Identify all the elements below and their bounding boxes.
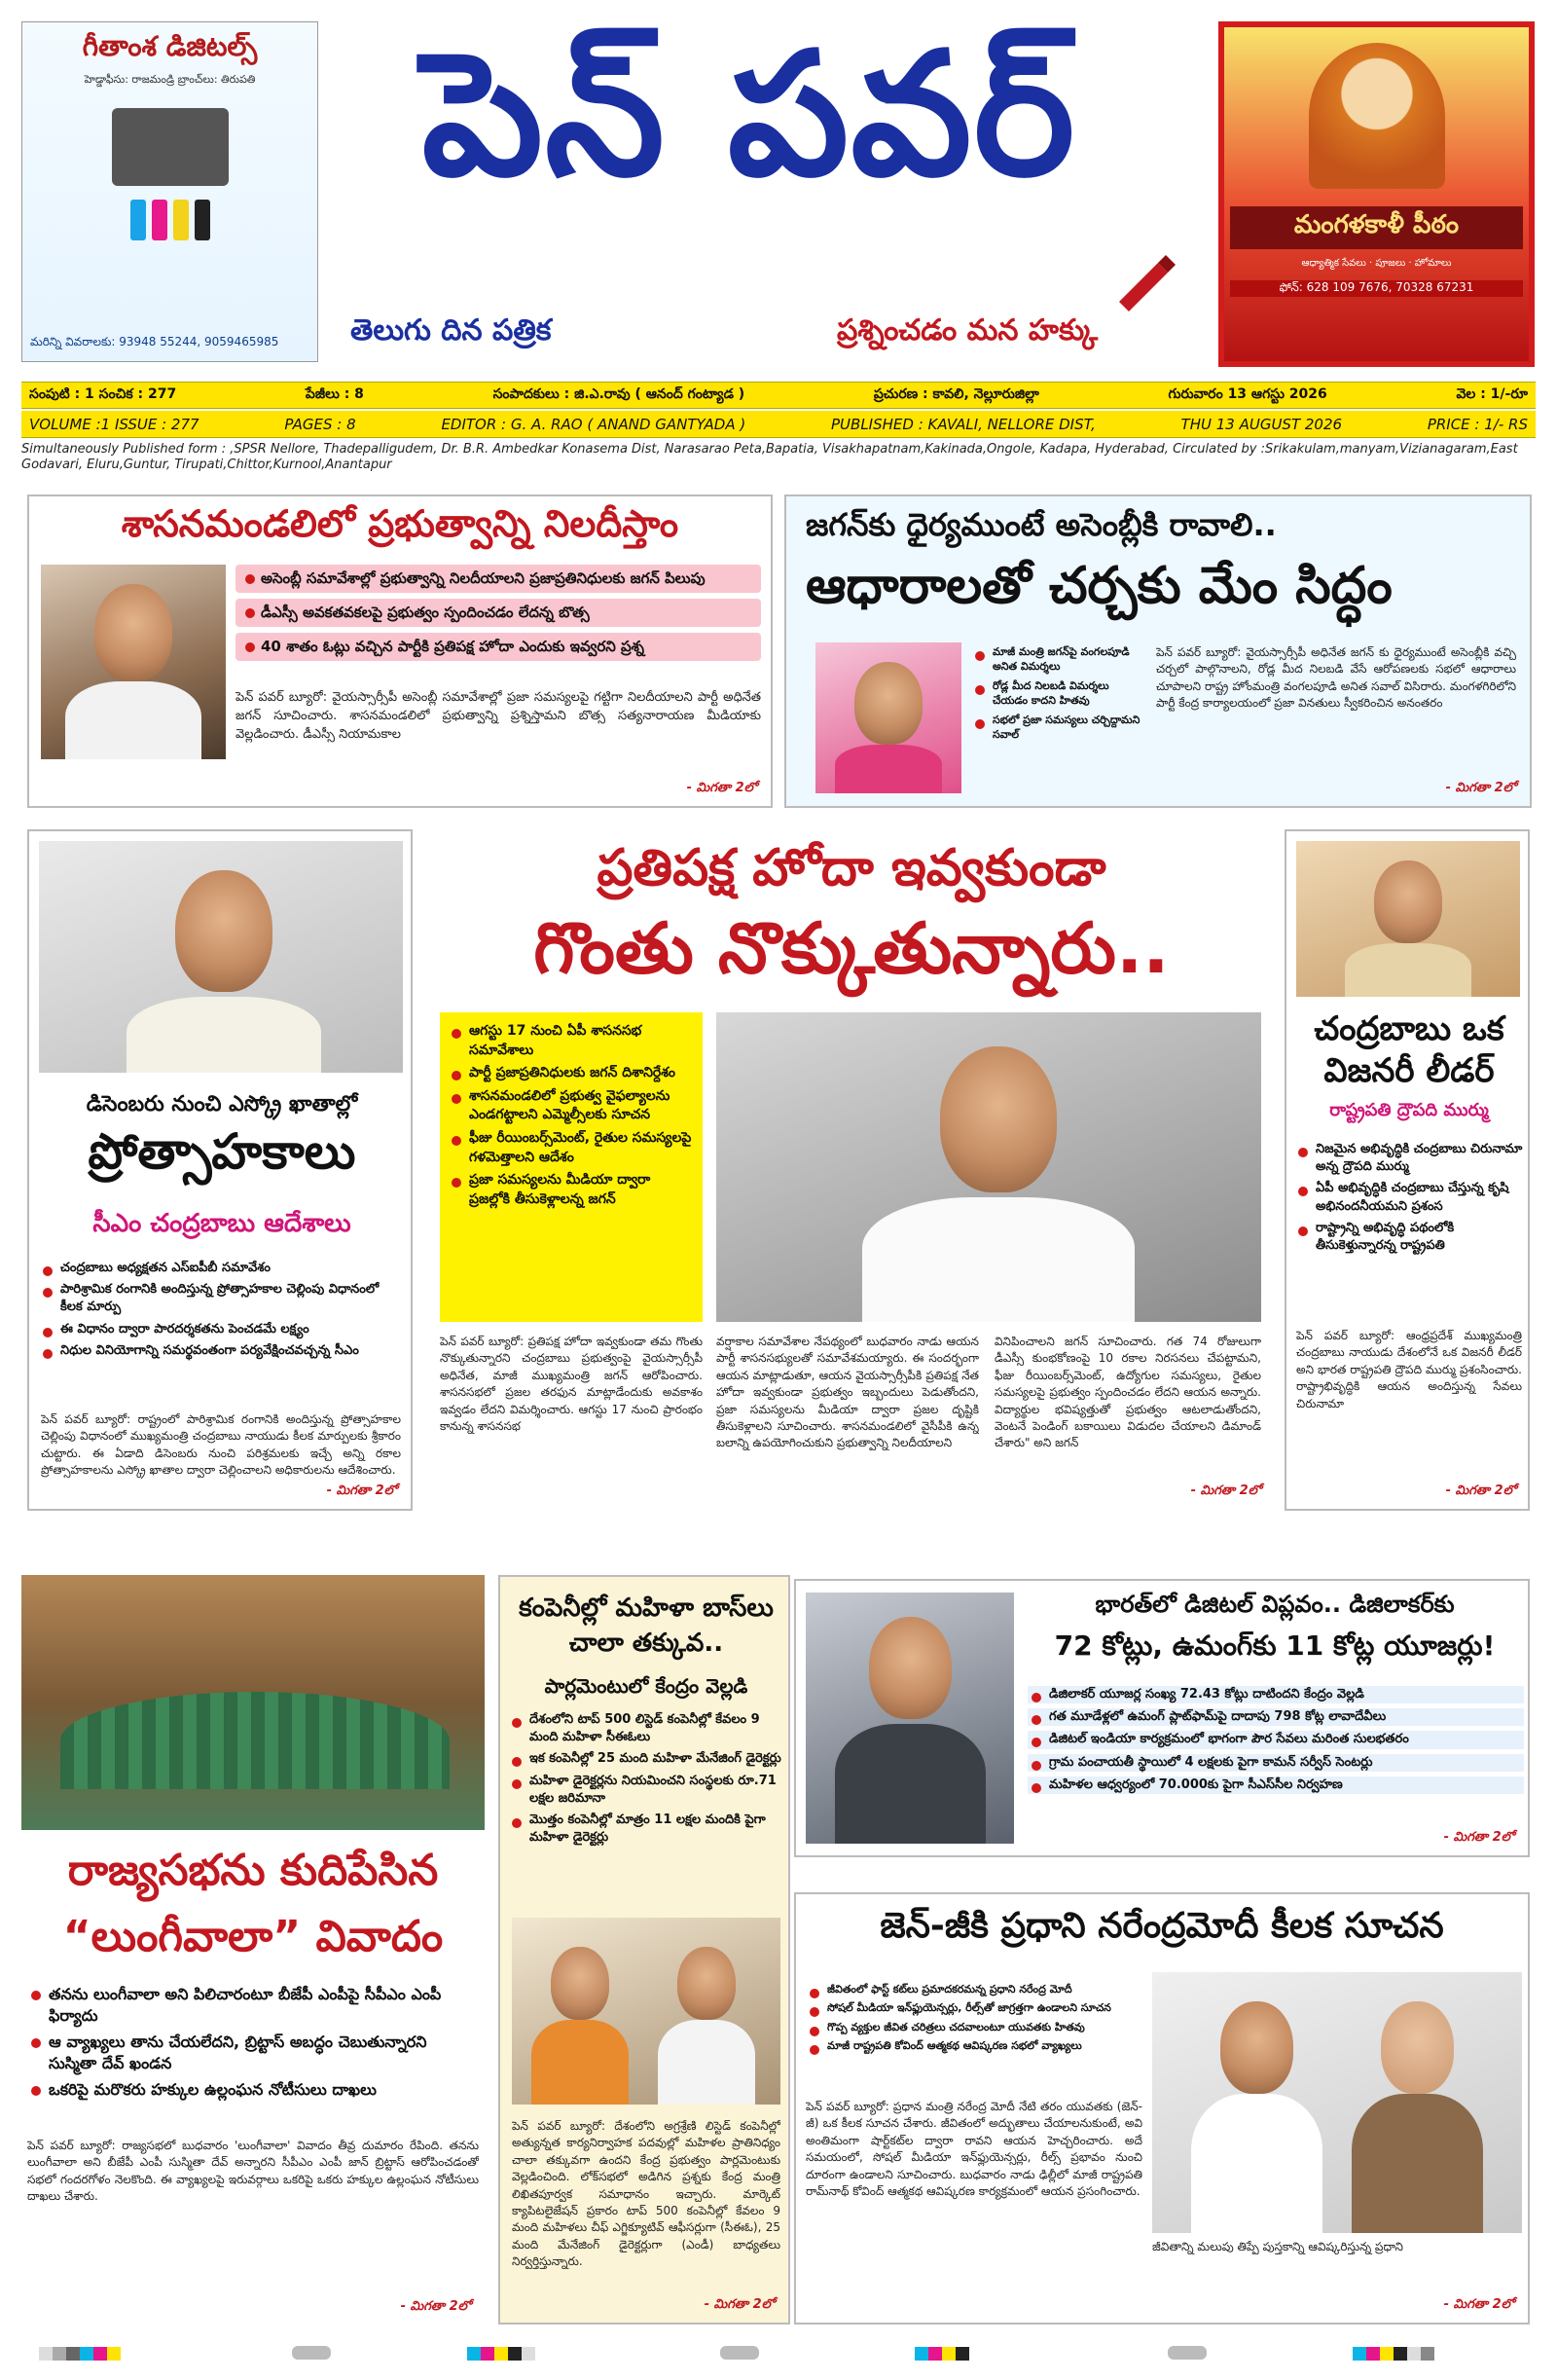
story5-bullet: ఆ వ్యాఖ్యలు తాను చేయలేదని, బ్రిట్టాస్ అబద్ధం చెబుతున్నారని సుస్మితా దేవ్ ఖండన	[27, 2032, 479, 2075]
story-visionary-leader	[1285, 829, 1530, 1511]
story6-continued: - మిగతా 2లో	[704, 2297, 775, 2312]
story8-caption: జీవితాన్ని మలుపు తిప్పే పుస్తకాన్ని ఆవిష్కరిస్తున్న ప్రధాని	[1152, 2240, 1403, 2253]
tagline-left: తెలుగు దిన పత్రిక	[350, 313, 552, 348]
story7-bullet: డిజిలాకర్ యూజర్ల సంఖ్య 72.43 కోట్లు దాటిందని కేంద్రం వెల్లడి	[1028, 1686, 1524, 1703]
story5-body: పెన్ పవర్ బ్యూరో: రాజ్యసభలో బుధవారం 'లుంగీవాలా' వివాదం తీవ్ర దుమారం రేపింది. తనను లుంగీవాలా అని బీజేపీ ఎంపీ సుస్మితా దేవ్ అన్నారని సీపీఎం ఎంపీ జాన్ బ్రిట్టాస్ ఆరోపించడంతో సభలో గందరగోళం నెలకొంది. ఈ వ్యాఖ్యలపై ఇరువర్గాలు ఒకరిపై ఒకరు హక్కుల ఉల్లంఘన నోటీసులు దాఖలు చేశారు.	[27, 2139, 479, 2204]
murmu-photo	[1296, 841, 1520, 997]
story-shasanamandali	[27, 494, 773, 808]
story5-headline-line1: రాజ్యసభను కుదిపేసిన	[67, 1846, 439, 1895]
parliament-minister-photo	[512, 1918, 780, 2105]
story7-bullet: గత మూడేళ్లలో ఉమంగ్ ప్లాట్‌ఫామ్‌పై దాదాపు 798 కోట్ల లావాదేవీలు	[1028, 1708, 1524, 1726]
story3-kicker: డిసెంబరు నుంచి ఎస్క్రో ఖాతాల్లో	[86, 1092, 358, 1117]
story6-body: పెన్ పవర్ బ్యూరో: దేశంలోని అగ్రశ్రేణి లిస్టెడ్ కంపెనీల్లో అత్యున్నత కార్యనిర్వాహక పదవుల్లో మహిళల ప్రాతినిధ్యం చాలా తక్కువగా ఉందని కేంద్ర ప్రభుత్వం పార్లమెంటుకు వెల్లడించింది. లోక్‌సభలో అడిగిన ప్రశ్నకు కేంద్ర మంత్రి లిఖితపూర్వక సమాధానం ఇచ్చారు. మార్కెట్ క్యాపిటలైజేషన్ ప్రకారం టాప్ 500 కంపెనీల్లో కేవలం 9 మంది మహిళలు చీఫ్ ఎగ్జిక్యూటివ్ ఆఫీసర్లుగా (సీఈఓ), 25 మంది మేనేజింగ్ డైరెక్టర్లుగా (ఎండీ) బాధ్యతలు నిర్వర్తిస్తున్నారు.	[512, 2119, 780, 2269]
registration-marks	[915, 2346, 969, 2360]
story8-bullet: జీవితంలో ఫాస్ట్ కట్‌లు ప్రమాదకరమన్న ప్రధాని నరేంద్ర మోదీ	[806, 1982, 1142, 1996]
story2-kicker: జగన్‌కు ధైర్యముంటే అసెంబ్లీకి రావాలి..	[806, 506, 1277, 543]
story-lungiwala	[21, 1575, 485, 2325]
lead-bullets	[448, 1022, 695, 1209]
info-editor-en: EDITOR : G. A. RAO ( ANAND GANTYADA )	[441, 415, 746, 433]
story6-bullet: దేశంలోని టాప్ 500 లిస్టెడ్ కంపెనీల్లో కేవలం 9 మంది మహిళా సీఈఓలు	[508, 1711, 784, 1746]
modi-kovind-photo	[1152, 1972, 1522, 2233]
lead-body-col2: వర్షాకాల సమావేశాల నేపథ్యంలో బుధవారం నాడు ఆయన పార్టీ శాసనసభ్యులతో సమావేశమయ్యారు. ఈ సందర్భంగా ఆయన మాట్లాడుతూ, ఆయన వైయస్సార్సీపీకి ప్రతిపక్ష నేత హోదా ఇవ్వకుండా ప్రభుత్వం ఇబ్బందులు పెడుతోందని, ప్రజా సమస్యలను మీడియా ద్వారా ప్రజల దృష్టికి తీసుకెళ్లాలని సూచించారు. శాసనమండలిలో వైసీపీకి ఉన్న బలాన్ని ఉపయోగించుకుని ప్రభుత్వాన్ని నిలదీయాలని	[716, 1335, 979, 1450]
lead-continued: - మిగతా 2లో	[1190, 1483, 1261, 1498]
registration-marks	[1353, 2346, 1434, 2360]
info-price-en: PRICE : 1/- RS	[1427, 415, 1528, 433]
ad-right-phone: ఫోన్: 628 109 7676, 70328 67231	[1230, 280, 1523, 297]
registration-marks	[467, 2346, 535, 2360]
rajyasabha-photo	[21, 1575, 485, 1830]
info-volume-en: VOLUME :1 ISSUE : 277	[29, 415, 199, 433]
ad-left-digitals	[21, 21, 318, 362]
story-genz-modi	[794, 1892, 1530, 2325]
story1-bullet: డీఎస్సీ అవకతవకలపై ప్రభుత్వం స్పందించడం లేదన్న బొత్స	[235, 599, 761, 627]
info-pages-en: PAGES : 8	[284, 415, 356, 433]
registration-pill	[292, 2346, 331, 2360]
vaishnaw-photo	[806, 1593, 1014, 1844]
lead-kicker: ప్రతిపక్ష హోదా ఇవ్వకుండా	[597, 839, 1106, 897]
story8-headline: జెన్-జీకి ప్రధాని నరేంద్రమోదీ కీలక సూచన	[880, 1906, 1444, 1946]
info-volume: సంపుటి : 1 సంచిక : 277	[29, 385, 177, 402]
story2-bullet: మాజీ మంత్రి జగన్‌పై వంగలపూడి అనిత విమర్శలు	[971, 644, 1146, 675]
ad-right-peetham	[1218, 21, 1535, 367]
story1-continued: - మిగతా 2లో	[686, 781, 757, 795]
info-editions: Simultaneously Published form : ,SPSR Nellore, Thadepalligudem, Dr. B.R. Ambedkar Konasema Dist, Narasarao Peta,Bapatia, Visakhapatnam,Kakinada,Ongole, Kadapa, Hyderabad, Circulated by :Srikakulam,manyam,Vizianagaram,East Godavari, Eluru,Guntur, Tirupati,Chittor,Kurnool,Anantapur	[21, 442, 1518, 473]
story2-bullets	[971, 644, 1146, 746]
info-bar-english	[21, 411, 1536, 438]
lead-bullet-box	[440, 1012, 703, 1322]
story-jagan-assembly	[784, 494, 1532, 808]
story8-bullet: గొప్ప వ్యక్తుల జీవిత చరిత్రలు చదవాలంటూ యువతకు హితవు	[806, 2020, 1142, 2034]
story3-body: పెన్ పవర్ బ్యూరో: రాష్ట్రంలో పారిశ్రామిక రంగానికి అందిస్తున్న ప్రోత్సాహకాల చెల్లింపు విధానంలో ముఖ్యమంత్రి చంద్రబాబు నాయుడు కీలక మార్పులకు శ్రీకారం చుట్టారు. ఈ ఏడాది డిసెంబరు నుంచి పరిశ్రమలకు ఇచ్చే అన్ని రకాల ప్రోత్సాహకాలను ఎస్క్రో ఖాతాల ద్వారా చెల్లించాలని అధికారులను ఆదేశించారు.	[41, 1412, 401, 1478]
story8-bullet: మాజీ రాష్ట్రపతి కోవింద్ ఆత్మకథ ఆవిష్కరణ సభలో వ్యాఖ్యలు	[806, 2038, 1142, 2053]
story5-bullet: తనను లుంగీవాలా అని పిలిచారంటూ బీజేపీ ఎంపీపై సీపీఎం ఎంపీ ఫిర్యాదు	[27, 1984, 479, 2028]
info-published: ప్రచురణ : కావలి, నెల్లూరుజిల్లా	[873, 385, 1039, 402]
story7-bullets	[1028, 1686, 1524, 1799]
story4-bullet: రాష్ట్రాన్ని అభివృద్ధి పథంలోకి తీసుకెళ్తున్నారన్న రాష్ట్రపతి	[1294, 1220, 1524, 1255]
story1-bullet: అసెంబ్లీ సమావేశాల్లో ప్రభుత్వాన్ని నిలదీయాలని ప్రజాప్రతినిధులకు జగన్ పిలుపు	[235, 565, 761, 593]
registration-marks	[39, 2346, 121, 2360]
lead-body-col3: వినిపించాలని జగన్ సూచించారు. గత 74 రోజులుగా డీఎస్సీ కుంభకోణంపై 10 రకాల నిరసనలు చేపట్టామని, ఫీజు రీయింబర్స్‌మెంట్, ఉద్యోగుల సమస్యలు, రైతుల సమస్యలపై ప్రభుత్వం స్పందించడం లేదని ఆయన అన్నారు. విద్యార్థుల భవిష్యత్తుతో ప్రభుత్వం ఆటలాడుతోందని, వెంటనే పెండింగ్ బకాయిలు విడుదల చేయాలని డిమాండ్ చేశారు" అని జగన్	[995, 1335, 1261, 1450]
info-published-en: PUBLISHED : KAVALI, NELLORE DIST,	[831, 415, 1096, 433]
ad-right-lines: ఆధ్యాత్మిక సేవలు · పూజలు · హోమాలు	[1301, 258, 1452, 269]
story3-sub: సీఎం చంద్రబాబు ఆదేశాలు	[92, 1209, 351, 1238]
lead-bullet: ఫీజు రీయింబర్స్‌మెంట్, రైతుల సమస్యలపై గళమెత్తాలని ఆదేశం	[448, 1129, 695, 1167]
chandrababu-photo	[39, 841, 403, 1073]
story3-bullets	[39, 1260, 399, 1364]
saint-photo	[1309, 43, 1445, 189]
story6-bullet: మహిళా డైరెక్టర్లను నియమించని సంస్థలకు రూ.71 లక్షల జరిమానా	[508, 1773, 784, 1808]
story7-continued: - మిగతా 2లో	[1443, 1830, 1514, 1845]
story4-continued: - మిగతా 2లో	[1445, 1483, 1516, 1498]
info-price: వెల : 1/-రూ	[1456, 385, 1528, 402]
story2-bullet: రోడ్ల మీద నిలబడి విమర్శలు చేయడం కాదని హితవు	[971, 678, 1146, 709]
pen-icon	[1109, 243, 1177, 311]
ad-left-brand: గీతాంశ డిజిటల్స్	[82, 30, 258, 62]
lead-body-col1: పెన్ పవర్ బ్యూరో: ప్రతిపక్ష హోదా ఇవ్వకుండా తమ గొంతు నొక్కుతున్నారని చంద్రబాబు ప్రభుత్వంపై వైయస్సార్సీపీ అధినేత, మాజీ ముఖ్యమంత్రి జగన్ ఆరోపించారు. శాసనసభలో ప్రజల తరఫున మాట్లాడేందుకు అవకాశం ఇవ్వడం లేదని విమర్శించారు. ఆగస్టు 17 నుంచి ప్రారంభం కానున్న శాసనసభ	[440, 1335, 703, 1433]
story1-body: పెన్ పవర్ బ్యూరో: వైయస్సార్సీపీ అసెంబ్లీ సమావేశాల్లో ప్రజా సమస్యలపై గట్టిగా నిలదీయాలని పార్టీ అధినేత జగన్ సూచించారు. శాసనమండలిలో ప్రభుత్వాన్ని ప్రశ్నిస్తామని బొత్స సత్యనారాయణ మీడియాకు వెల్లడించారు. డీఎస్సీ నియామకాల	[235, 690, 761, 742]
story8-bullets	[806, 1982, 1142, 2058]
story4-bullet: నిజమైన అభివృద్ధికి చంద్రబాబు చిరునామా అన్న ద్రౌపది ముర్ము	[1294, 1141, 1524, 1176]
story5-headline-line2: “లుంగీవాలా” వివాదం	[62, 1912, 444, 1961]
story2-headline: ఆధారాలతో చర్చకు మేం సిద్ధం	[806, 557, 1393, 615]
story-women-bosses	[498, 1575, 790, 2325]
story7-bullet: మహిళల ఆధ్వర్యంలో 70.000కు పైగా సీఎస్‌సీల నిర్వహణ	[1028, 1776, 1524, 1794]
info-date-en: THU 13 AUGUST 2026	[1180, 415, 1343, 433]
tagline-right: ప్రశ్నించడం మన హక్కు	[837, 313, 1099, 348]
story4-bullets	[1294, 1141, 1524, 1259]
story3-bullet: చంద్రబాబు అధ్యక్షతన ఎస్‌ఐపీబీ సమావేశం	[39, 1260, 399, 1277]
story6-bullet: ఇక కంపెనీల్లో 25 మంది మహిళా మేనేజింగ్ డైరెక్టర్లు	[508, 1750, 784, 1768]
botsa-photo	[41, 565, 226, 759]
story7-headline: 72 కోట్లు, ఉమంగ్‌కు 11 కోట్ల యూజర్లు!	[1054, 1629, 1496, 1662]
masthead-title: పెన్ పవర్	[421, 15, 1077, 214]
story6-sub: పార్లమెంటులో కేంద్రం వెల్లడి	[544, 1674, 748, 1698]
ad-left-sub: హెడ్డాఫీసు: రాజమండ్రి బ్రాంచ్‌లు: తిరుపతి	[84, 73, 256, 86]
story-escrow-incentives	[27, 829, 413, 1511]
info-bar-telugu	[21, 382, 1536, 409]
story2-body: పెన్ పవర్ బ్యూరో: వైయస్సార్సీపీ అధినేత జగన్ కు ధైర్యముంటే అసెంబ్లీకి వచ్చి చర్చలో పాల్గొనాలని, రోడ్ల మీద నిలబడి వేసే ఆరోపణలకు సభలో ఆధారాలు చూపాలని రాష్ట్ర హోంమంత్రి వంగలపూడి అనిత సవాల్ విసిరారు. మంగళగిరిలోని పార్టీ కేంద్ర కార్యాలయంలో ప్రజా వినతులు స్వీకరించిన అనంతరం	[1156, 645, 1516, 711]
story8-bullet: సోషల్ మీడియా ఇన్‌ఫ్లుయెన్సర్లు, రీల్స్‌తో జాగ్రత్తగా ఉండాలని సూచన	[806, 2000, 1142, 2015]
story7-kicker: భారత్‌లో డిజిటల్ విప్లవం.. డిజిలాకర్‌కు	[1095, 1591, 1455, 1618]
story3-bullet: నిధుల వినియోగాన్ని సమర్థవంతంగా పర్యవేక్షించవచ్చన్న సీఎం	[39, 1342, 399, 1360]
story1-bullets	[235, 565, 761, 667]
info-pages: పేజీలు : 8	[305, 385, 364, 402]
story8-continued: - మిగతా 2లో	[1443, 2297, 1514, 2312]
lead-bullet: శాసనమండలిలో ప్రభుత్వ వైఫల్యాలను ఎండగట్టాలని ఎమ్మెల్సీలకు సూచన	[448, 1087, 695, 1125]
ad-right-title: మంగళకాళీ పీఠం	[1230, 206, 1523, 249]
story5-bullet: ఒకరిపై మరొకరు హక్కుల ఉల్లంఘన నోటీసులు దాఖలు	[27, 2079, 479, 2101]
story7-bullet: గ్రామ పంచాయతీ స్థాయిలో 4 లక్షలకు పైగా కామన్ సర్వీస్ సెంటర్లు	[1028, 1754, 1524, 1772]
story8-body: పెన్ పవర్ బ్యూరో: ప్రధాన మంత్రి నరేంద్ర మోదీ నేటి తరం యువతకు (జెన్-జీ) ఒక కీలక సూచన చేశారు. జీవితంలో అద్భుతాలు చేయాలనుకుంటే, అవి అంతిమంగా షార్ట్‌కట్‌ల ద్వారా రావని ఆయన హెచ్చరించారు. అదే సమయంలో, సోషల్ మీడియా ఇన్‌ఫ్లుయెన్సర్లు, రీల్స్ ప్రభావం నుంచి దూరంగా ఉండాలని సూచించారు. బుధవారం నాడు ఢిల్లీలో మాజీ రాష్ట్రపతి రామ్‌నాథ్ కోవింద్ ఆత్మకథ ఆవిష్కరణ కార్యక్రమంలో ఆయన ప్రసంగించారు.	[806, 2100, 1142, 2198]
story5-bullets	[27, 1984, 479, 2105]
story3-headline: ప్రోత్సాహకాలు	[88, 1123, 356, 1180]
anitha-photo	[815, 642, 961, 793]
registration-pill	[720, 2346, 759, 2360]
story6-bullet: మొత్తం కంపెనీల్లో మాత్రం 11 లక్షల మందికి పైగా మహిళా డైరెక్టర్లు	[508, 1812, 784, 1847]
story3-continued: - మిగతా 2లో	[326, 1483, 397, 1498]
story6-headline: కంపెనీల్లో మహిళా బాస్‌లు చాలా తక్కువ..	[519, 1593, 774, 1659]
registration-pill	[1168, 2346, 1207, 2360]
ad-left-contact: మరిన్ని వివరాలకు: 93948 55244, 9059465985	[30, 335, 279, 348]
story3-bullet: పారిశ్రామిక రంగానికి అందిస్తున్న ప్రోత్సాహకాల చెల్లింపు విధానంలో కీలక మార్పు	[39, 1281, 399, 1316]
lead-bullet: పార్టీ ప్రజాప్రతినిధులకు జగన్ దిశానిర్దేశం	[448, 1064, 695, 1083]
ink-bottles	[30, 200, 309, 240]
jagan-photo	[716, 1012, 1261, 1322]
lead-bullet: ఆగస్టు 17 నుంచి ఏపీ శాసనసభ సమావేశాలు	[448, 1022, 695, 1060]
story5-continued: - మిగతా 2లో	[400, 2299, 471, 2314]
story1-headline: శాసనమండలిలో ప్రభుత్వాన్ని నిలదీస్తాం	[121, 502, 679, 545]
story4-headline: చంద్రబాబు ఒక విజనరీ లీడర్	[1314, 1009, 1504, 1090]
story2-continued: - మిగతా 2లో	[1445, 781, 1516, 795]
story-digilocker	[794, 1579, 1530, 1857]
story4-bullet: ఏపీ అభివృద్ధికి చంద్రబాబు చేస్తున్న కృషి అభినందనీయమని ప్రశంస	[1294, 1180, 1524, 1215]
info-editor: సంపాదకులు : జి.ఎ.రావు ( ఆనంద్ గంట్యాడ )	[492, 385, 745, 402]
lead-bullet: ప్రజా సమస్యలను మీడియా ద్వారా ప్రజల్లోకి తీసుకెళ్లాలన్న జగన్	[448, 1171, 695, 1209]
story6-bullets	[508, 1711, 784, 1850]
story4-body: పెన్ పవర్ బ్యూరో: ఆంధ్రప్రదేశ్ ముఖ్యమంత్రి చంద్రబాబు నాయుడు దేశంలోనే ఒక విజనరీ లీడర్ అని భారత రాష్ట్రపతి ద్రౌపది ముర్ము ప్రశంసించారు. రాష్ట్రాభివృద్ధికి ఆయన అందిస్తున్న సేవలు చిరునామా	[1296, 1329, 1522, 1410]
lead-story-opposition	[428, 829, 1275, 1511]
info-date: గురువారం 13 ఆగస్టు 2026	[1168, 385, 1327, 402]
story2-bullet: సభలో ప్రజా సమస్యలు చర్చిద్దామని సవాల్	[971, 713, 1146, 743]
story1-bullet: 40 శాతం ఓట్లు వచ్చిన పార్టీకి ప్రతిపక్ష హోదా ఎందుకు ఇవ్వరని ప్రశ్న	[235, 633, 761, 661]
story3-bullet: ఈ విధానం ద్వారా పారదర్శకతను పెంచడమే లక్ష్యం	[39, 1321, 399, 1338]
printer-icon	[112, 108, 229, 186]
lead-headline: గొంతు నొక్కుతున్నారు..	[533, 907, 1170, 989]
story4-sub: రాష్ట్రపతి ద్రౌపది ముర్ము	[1329, 1100, 1489, 1120]
story7-bullet: డిజిటల్ ఇండియా కార్యక్రమంలో భాగంగా పౌర సేవలు మరింత సులభతరం	[1028, 1731, 1524, 1748]
